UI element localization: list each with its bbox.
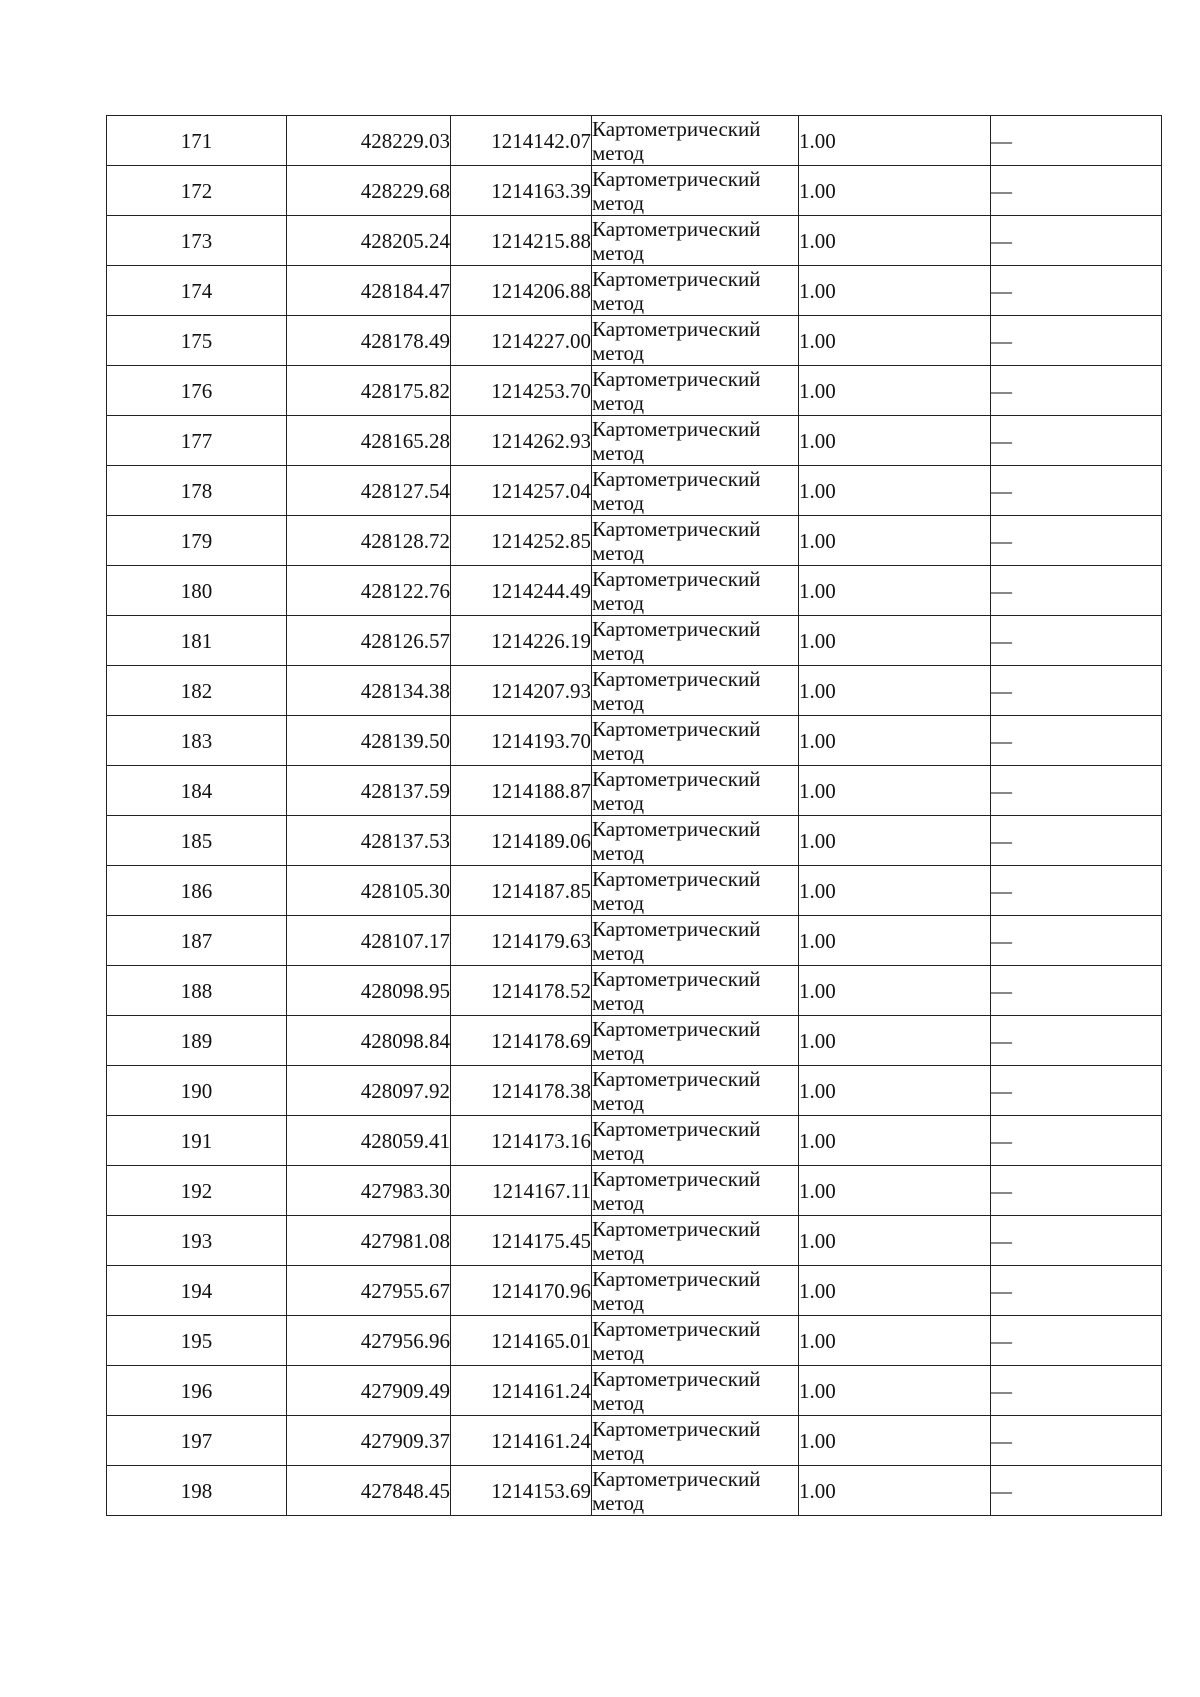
method-line-2: метод: [592, 1490, 645, 1515]
accuracy-cell: 1.00: [799, 1466, 991, 1516]
method-line-1: Картометрический: [592, 1466, 761, 1491]
accuracy-cell: 1.00: [799, 916, 991, 966]
x-coordinate-cell: 428134.38: [287, 666, 451, 716]
description-cell: —: [991, 216, 1162, 266]
method-cell: [592, 616, 799, 666]
y-coordinate-cell: 1214165.01: [451, 1316, 592, 1366]
method-line-2: метод: [592, 1340, 645, 1365]
coordinates-table: [106, 115, 1162, 1516]
point-number-cell: 175: [107, 316, 287, 366]
method-cell: [592, 866, 799, 916]
method-cell: [592, 566, 799, 616]
coordinates-table-body: [107, 116, 1162, 1516]
table-row: [107, 116, 1162, 166]
table-row: [107, 666, 1162, 716]
point-number-cell: 182: [107, 666, 287, 716]
method-line-2: метод: [592, 590, 645, 615]
method-line-1: Картометрический: [592, 566, 761, 591]
y-coordinate-cell: 1214170.96: [451, 1266, 592, 1316]
x-coordinate-cell: 428098.84: [287, 1016, 451, 1066]
accuracy-cell: 1.00: [799, 1266, 991, 1316]
description-cell: —: [991, 166, 1162, 216]
table-row: [107, 516, 1162, 566]
x-coordinate-cell: 428122.76: [287, 566, 451, 616]
method-line-1: Картометрический: [592, 766, 761, 791]
table-row: [107, 1316, 1162, 1366]
method-line-1: Картометрический: [592, 1416, 761, 1441]
method-line-1: Картометрический: [592, 1116, 761, 1141]
description-cell: —: [991, 766, 1162, 816]
method-line-1: Картометрический: [592, 1366, 761, 1391]
point-number-cell: 194: [107, 1266, 287, 1316]
accuracy-cell: 1.00: [799, 1016, 991, 1066]
method-line-2: метод: [592, 1440, 645, 1465]
method-line-2: метод: [592, 140, 645, 165]
method-cell: [592, 316, 799, 366]
method-cell: [592, 1216, 799, 1266]
x-coordinate-cell: 428205.24: [287, 216, 451, 266]
x-coordinate-cell: 428178.49: [287, 316, 451, 366]
point-number-cell: 180: [107, 566, 287, 616]
description-cell: —: [991, 616, 1162, 666]
method-line-2: метод: [592, 690, 645, 715]
method-line-1: Картометрический: [592, 166, 761, 191]
accuracy-cell: 1.00: [799, 616, 991, 666]
method-line-2: метод: [592, 1090, 645, 1115]
method-line-2: метод: [592, 790, 645, 815]
y-coordinate-cell: 1214163.39: [451, 166, 592, 216]
description-cell: —: [991, 366, 1162, 416]
description-cell: —: [991, 1016, 1162, 1066]
description-cell: —: [991, 1266, 1162, 1316]
method-line-1: Картометрический: [592, 1266, 761, 1291]
table-row: [107, 1266, 1162, 1316]
method-cell: [592, 1266, 799, 1316]
description-cell: —: [991, 416, 1162, 466]
method-line-1: Картометрический: [592, 1066, 761, 1091]
x-coordinate-cell: 428184.47: [287, 266, 451, 316]
y-coordinate-cell: 1214179.63: [451, 916, 592, 966]
point-number-cell: 192: [107, 1166, 287, 1216]
description-cell: —: [991, 1116, 1162, 1166]
method-line-1: Картометрический: [592, 816, 761, 841]
accuracy-cell: 1.00: [799, 266, 991, 316]
x-coordinate-cell: 428107.17: [287, 916, 451, 966]
accuracy-cell: 1.00: [799, 1416, 991, 1466]
method-line-1: Картометрический: [592, 516, 761, 541]
method-line-1: Картометрический: [592, 366, 761, 391]
y-coordinate-cell: 1214161.24: [451, 1416, 592, 1466]
x-coordinate-cell: 428229.68: [287, 166, 451, 216]
point-number-cell: 183: [107, 716, 287, 766]
table-row: [107, 1016, 1162, 1066]
description-cell: —: [991, 1216, 1162, 1266]
x-coordinate-cell: 427955.67: [287, 1266, 451, 1316]
accuracy-cell: 1.00: [799, 1366, 991, 1416]
y-coordinate-cell: 1214178.52: [451, 966, 592, 1016]
table-row: [107, 766, 1162, 816]
method-line-2: метод: [592, 390, 645, 415]
y-coordinate-cell: 1214206.88: [451, 266, 592, 316]
x-coordinate-cell: 428128.72: [287, 516, 451, 566]
y-coordinate-cell: 1214215.88: [451, 216, 592, 266]
x-coordinate-cell: 428105.30: [287, 866, 451, 916]
method-line-2: метод: [592, 1040, 645, 1065]
x-coordinate-cell: 428059.41: [287, 1116, 451, 1166]
table-row: [107, 366, 1162, 416]
point-number-cell: 186: [107, 866, 287, 916]
accuracy-cell: 1.00: [799, 416, 991, 466]
table-row: [107, 1116, 1162, 1166]
method-line-1: Картометрический: [592, 1016, 761, 1041]
y-coordinate-cell: 1214188.87: [451, 766, 592, 816]
method-line-1: Картометрический: [592, 616, 761, 641]
point-number-cell: 187: [107, 916, 287, 966]
description-cell: —: [991, 1316, 1162, 1366]
table-row: [107, 716, 1162, 766]
point-number-cell: 181: [107, 616, 287, 666]
method-cell: [592, 216, 799, 266]
method-cell: [592, 1116, 799, 1166]
method-cell: [592, 816, 799, 866]
x-coordinate-cell: 428139.50: [287, 716, 451, 766]
y-coordinate-cell: 1214226.19: [451, 616, 592, 666]
accuracy-cell: 1.00: [799, 1066, 991, 1116]
table-row: [107, 1366, 1162, 1416]
method-cell: [592, 1066, 799, 1116]
method-line-1: Картометрический: [592, 716, 761, 741]
x-coordinate-cell: 427956.96: [287, 1316, 451, 1366]
method-cell: [592, 166, 799, 216]
accuracy-cell: 1.00: [799, 1316, 991, 1366]
y-coordinate-cell: 1214253.70: [451, 366, 592, 416]
description-cell: —: [991, 566, 1162, 616]
x-coordinate-cell: 427909.49: [287, 1366, 451, 1416]
point-number-cell: 178: [107, 466, 287, 516]
method-cell: [592, 366, 799, 416]
accuracy-cell: 1.00: [799, 866, 991, 916]
table-row: [107, 266, 1162, 316]
x-coordinate-cell: 428175.82: [287, 366, 451, 416]
method-line-2: метод: [592, 340, 645, 365]
x-coordinate-cell: 428229.03: [287, 116, 451, 166]
y-coordinate-cell: 1214161.24: [451, 1366, 592, 1416]
description-cell: —: [991, 266, 1162, 316]
x-coordinate-cell: 428126.57: [287, 616, 451, 666]
y-coordinate-cell: 1214262.93: [451, 416, 592, 466]
table-row: [107, 1066, 1162, 1116]
method-line-1: Картометрический: [592, 466, 761, 491]
accuracy-cell: 1.00: [799, 816, 991, 866]
method-line-1: Картометрический: [592, 1216, 761, 1241]
accuracy-cell: 1.00: [799, 516, 991, 566]
accuracy-cell: 1.00: [799, 366, 991, 416]
description-cell: —: [991, 866, 1162, 916]
description-cell: —: [991, 966, 1162, 1016]
description-cell: —: [991, 1466, 1162, 1516]
method-line-2: метод: [592, 840, 645, 865]
method-line-1: Картометрический: [592, 416, 761, 441]
accuracy-cell: 1.00: [799, 1116, 991, 1166]
method-line-1: Картометрический: [592, 266, 761, 291]
table-row: [107, 566, 1162, 616]
table-row: [107, 166, 1162, 216]
description-cell: —: [991, 1166, 1162, 1216]
method-cell: [592, 1316, 799, 1366]
method-cell: [592, 1166, 799, 1216]
method-cell: [592, 916, 799, 966]
accuracy-cell: 1.00: [799, 116, 991, 166]
description-cell: —: [991, 116, 1162, 166]
method-line-2: метод: [592, 290, 645, 315]
point-number-cell: 185: [107, 816, 287, 866]
x-coordinate-cell: 428165.28: [287, 416, 451, 466]
method-cell: [592, 1416, 799, 1466]
description-cell: —: [991, 666, 1162, 716]
point-number-cell: 184: [107, 766, 287, 816]
x-coordinate-cell: 427909.37: [287, 1416, 451, 1466]
table-row: [107, 1416, 1162, 1466]
table-row: [107, 866, 1162, 916]
method-line-2: метод: [592, 1190, 645, 1215]
method-line-2: метод: [592, 740, 645, 765]
method-line-1: Картометрический: [592, 316, 761, 341]
method-line-2: метод: [592, 1240, 645, 1265]
method-cell: [592, 516, 799, 566]
table-row: [107, 916, 1162, 966]
accuracy-cell: 1.00: [799, 1216, 991, 1266]
method-line-2: метод: [592, 540, 645, 565]
point-number-cell: 196: [107, 1366, 287, 1416]
accuracy-cell: 1.00: [799, 766, 991, 816]
description-cell: —: [991, 516, 1162, 566]
point-number-cell: 197: [107, 1416, 287, 1466]
y-coordinate-cell: 1214252.85: [451, 516, 592, 566]
y-coordinate-cell: 1214187.85: [451, 866, 592, 916]
table-row: [107, 1166, 1162, 1216]
method-line-2: метод: [592, 940, 645, 965]
method-line-1: Картометрический: [592, 666, 761, 691]
method-line-1: Картометрический: [592, 1166, 761, 1191]
point-number-cell: 191: [107, 1116, 287, 1166]
method-line-1: Картометрический: [592, 116, 761, 141]
accuracy-cell: 1.00: [799, 316, 991, 366]
method-line-1: Картометрический: [592, 216, 761, 241]
description-cell: —: [991, 916, 1162, 966]
x-coordinate-cell: 427981.08: [287, 1216, 451, 1266]
x-coordinate-cell: 427848.45: [287, 1466, 451, 1516]
point-number-cell: 173: [107, 216, 287, 266]
x-coordinate-cell: 428137.59: [287, 766, 451, 816]
point-number-cell: 195: [107, 1316, 287, 1366]
method-line-2: метод: [592, 890, 645, 915]
accuracy-cell: 1.00: [799, 466, 991, 516]
method-line-1: Картометрический: [592, 966, 761, 991]
method-cell: [592, 116, 799, 166]
table-row: [107, 466, 1162, 516]
y-coordinate-cell: 1214175.45: [451, 1216, 592, 1266]
y-coordinate-cell: 1214167.11: [451, 1166, 592, 1216]
x-coordinate-cell: 428127.54: [287, 466, 451, 516]
table-row: [107, 966, 1162, 1016]
accuracy-cell: 1.00: [799, 716, 991, 766]
table-row: [107, 216, 1162, 266]
accuracy-cell: 1.00: [799, 216, 991, 266]
y-coordinate-cell: 1214207.93: [451, 666, 592, 716]
description-cell: —: [991, 1416, 1162, 1466]
description-cell: —: [991, 1066, 1162, 1116]
table-row: [107, 816, 1162, 866]
method-line-2: метод: [592, 640, 645, 665]
method-cell: [592, 1366, 799, 1416]
method-line-2: метод: [592, 190, 645, 215]
y-coordinate-cell: 1214189.06: [451, 816, 592, 866]
method-line-2: метод: [592, 240, 645, 265]
point-number-cell: 171: [107, 116, 287, 166]
method-cell: [592, 266, 799, 316]
point-number-cell: 189: [107, 1016, 287, 1066]
point-number-cell: 174: [107, 266, 287, 316]
accuracy-cell: 1.00: [799, 1166, 991, 1216]
y-coordinate-cell: 1214193.70: [451, 716, 592, 766]
x-coordinate-cell: 428137.53: [287, 816, 451, 866]
method-line-2: метод: [592, 1390, 645, 1415]
point-number-cell: 172: [107, 166, 287, 216]
method-cell: [592, 416, 799, 466]
table-row: [107, 316, 1162, 366]
description-cell: —: [991, 716, 1162, 766]
y-coordinate-cell: 1214173.16: [451, 1116, 592, 1166]
method-cell: [592, 766, 799, 816]
y-coordinate-cell: 1214153.69: [451, 1466, 592, 1516]
accuracy-cell: 1.00: [799, 166, 991, 216]
method-line-1: Картометрический: [592, 916, 761, 941]
method-cell: [592, 466, 799, 516]
accuracy-cell: 1.00: [799, 666, 991, 716]
y-coordinate-cell: 1214244.49: [451, 566, 592, 616]
description-cell: —: [991, 816, 1162, 866]
point-number-cell: 190: [107, 1066, 287, 1116]
method-cell: [592, 966, 799, 1016]
x-coordinate-cell: 428097.92: [287, 1066, 451, 1116]
method-cell: [592, 1466, 799, 1516]
accuracy-cell: 1.00: [799, 566, 991, 616]
x-coordinate-cell: 427983.30: [287, 1166, 451, 1216]
method-line-1: Картометрический: [592, 1316, 761, 1341]
y-coordinate-cell: 1214227.00: [451, 316, 592, 366]
method-line-2: метод: [592, 1140, 645, 1165]
point-number-cell: 179: [107, 516, 287, 566]
point-number-cell: 193: [107, 1216, 287, 1266]
description-cell: —: [991, 466, 1162, 516]
method-line-2: метод: [592, 990, 645, 1015]
method-line-1: Картометрический: [592, 866, 761, 891]
method-cell: [592, 716, 799, 766]
y-coordinate-cell: 1214142.07: [451, 116, 592, 166]
y-coordinate-cell: 1214257.04: [451, 466, 592, 516]
description-cell: —: [991, 316, 1162, 366]
point-number-cell: 198: [107, 1466, 287, 1516]
description-cell: —: [991, 1366, 1162, 1416]
y-coordinate-cell: 1214178.69: [451, 1016, 592, 1066]
method-line-2: метод: [592, 1290, 645, 1315]
point-number-cell: 176: [107, 366, 287, 416]
point-number-cell: 177: [107, 416, 287, 466]
table-row: [107, 1216, 1162, 1266]
accuracy-cell: 1.00: [799, 966, 991, 1016]
x-coordinate-cell: 428098.95: [287, 966, 451, 1016]
table-row: [107, 416, 1162, 466]
method-cell: [592, 1016, 799, 1066]
table-row: [107, 1466, 1162, 1516]
method-line-2: метод: [592, 440, 645, 465]
method-cell: [592, 666, 799, 716]
table-row: [107, 616, 1162, 666]
point-number-cell: 188: [107, 966, 287, 1016]
method-line-2: метод: [592, 490, 645, 515]
y-coordinate-cell: 1214178.38: [451, 1066, 592, 1116]
